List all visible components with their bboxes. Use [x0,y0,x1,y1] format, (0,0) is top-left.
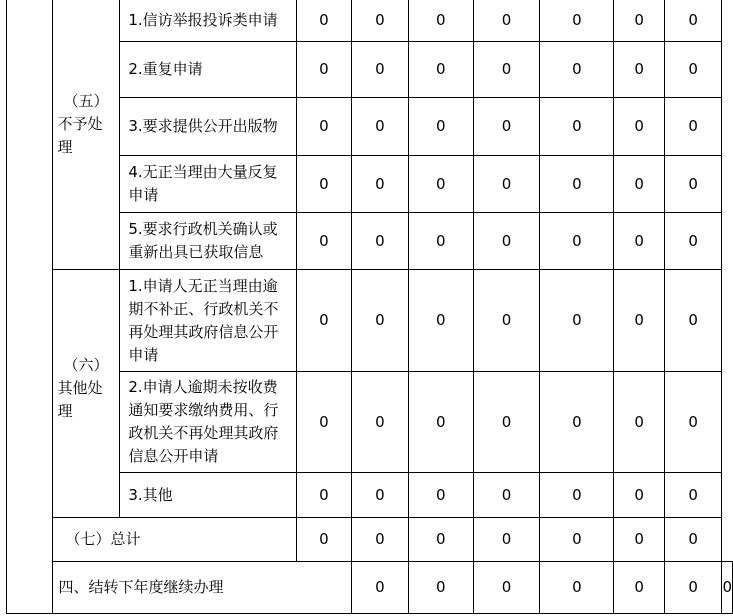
statistics-table [6,0,733,614]
cell-value: 0 [296,0,351,42]
table-row [7,518,733,562]
cell-value: 0 [664,562,722,614]
cell-value: 0 [664,518,722,562]
cell-value: 0 [664,42,722,98]
row-label: 3.要求提供公开出版物 [120,98,296,156]
cell-value: 0 [473,562,539,614]
cell-value: 0 [540,562,614,614]
cell-value: 0 [352,372,408,473]
cell-value: 0 [352,562,408,614]
row-label: 1.信访举报投诉类申请 [120,0,296,42]
cell-value: 0 [540,372,614,473]
cell-value: 0 [540,213,614,270]
cell-value: 0 [408,98,473,156]
cell-value: 0 [408,562,473,614]
group-6-name: 其他处理 [57,379,103,420]
cell-value: 0 [352,213,408,270]
cell-value: 0 [296,518,351,562]
cell-value: 0 [540,98,614,156]
group-5-cell [53,0,120,270]
cell-value: 0 [473,0,539,42]
cell-value: 0 [540,156,614,213]
cell-value: 0 [614,0,665,42]
cell-value: 0 [664,213,722,270]
cell-value: 0 [296,473,351,518]
cell-value: 0 [352,156,408,213]
cell-value: 0 [614,372,665,473]
group-5-number: （五） [63,91,109,110]
cell-value: 0 [473,156,539,213]
cell-value: 0 [473,42,539,98]
cell-value: 0 [664,372,722,473]
cell-value: 0 [352,0,408,42]
total-label: （七）总计 [53,518,296,562]
cell-value: 0 [408,42,473,98]
cell-value: 0 [664,156,722,213]
cell-value: 0 [473,270,539,372]
cell-value: 0 [408,270,473,372]
cell-value: 0 [296,270,351,372]
cell-value: 0 [352,98,408,156]
cell-value: 0 [614,518,665,562]
row-label: 4.无正当理由大量反复申请 [120,156,296,213]
cell-value: 0 [296,98,351,156]
cell-value: 0 [408,156,473,213]
outer-category-cell [7,0,53,614]
cell-value: 0 [614,562,665,614]
cell-value: 0 [614,98,665,156]
cell-value: 0 [664,0,722,42]
cell-value: 0 [352,518,408,562]
cell-value: 0 [614,473,665,518]
cell-value: 0 [473,473,539,518]
cell-value: 0 [540,270,614,372]
group-6-cell [53,270,120,518]
cell-value: 0 [408,372,473,473]
cell-value: 0 [664,270,722,372]
cell-value: 0 [540,518,614,562]
cell-value: 0 [296,156,351,213]
cell-value: 0 [664,473,722,518]
cell-value: 0 [540,42,614,98]
row-label: 2.重复申请 [120,42,296,98]
cell-value: 0 [473,213,539,270]
group-6-number: （六） [63,356,109,374]
cell-value: 0 [722,562,733,614]
cell-value: 0 [408,213,473,270]
cell-value: 0 [473,372,539,473]
table-row [7,562,733,614]
cell-value: 0 [664,98,722,156]
cell-value: 0 [614,42,665,98]
cell-value: 0 [408,473,473,518]
cell-value: 0 [540,473,614,518]
cell-value: 0 [614,156,665,213]
row-label: 2.申请人逾期未按收费通知要求缴纳费用、行政机关不再处理其政府信息公开申请 [120,372,296,473]
cell-value: 0 [614,270,665,372]
cell-value: 0 [352,473,408,518]
cell-value: 0 [408,518,473,562]
cell-value: 0 [473,518,539,562]
carryover-label: 四、结转下年度继续办理 [53,562,352,614]
table-row [7,270,733,372]
cell-value: 0 [614,213,665,270]
cell-value: 0 [352,42,408,98]
cell-value: 0 [408,0,473,42]
cell-value: 0 [296,372,351,473]
row-label: 3.其他 [120,473,296,518]
cell-value: 0 [473,98,539,156]
cell-value: 0 [296,213,351,270]
cell-value: 0 [540,0,614,42]
table-row [7,0,733,42]
cell-value: 0 [352,270,408,372]
row-label: 1.申请人无正当理由逾期不补正、行政机关不再处理其政府信息公开申请 [120,270,296,372]
group-5-name: 不予处理 [57,114,103,156]
row-label: 5.要求行政机关确认或重新出具已获取信息 [120,213,296,270]
cell-value: 0 [296,42,351,98]
